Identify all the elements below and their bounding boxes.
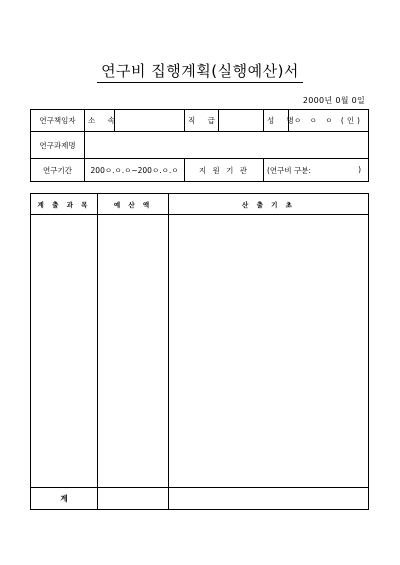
amount-cell[interactable] xyxy=(98,215,169,488)
category-field[interactable] xyxy=(264,159,369,182)
affiliation-label: 소 속 xyxy=(85,110,115,132)
header-amount: 예 산 액 xyxy=(98,194,169,215)
document-title-wrap xyxy=(0,60,400,83)
researcher-info-table xyxy=(30,109,369,182)
budget-total-row xyxy=(31,488,369,510)
researcher-row xyxy=(31,110,369,132)
basis-cell[interactable] xyxy=(169,215,369,488)
name-field[interactable]: ㅇ ㅇ ㅇ (인) xyxy=(289,110,369,132)
rank-label: 직 급 xyxy=(185,110,219,132)
budget-table xyxy=(30,193,369,510)
budget-header-row xyxy=(31,194,369,215)
name-label: 성 명 xyxy=(264,110,289,132)
project-row xyxy=(31,132,369,159)
agency-label: 지 원 기 관 xyxy=(185,159,264,182)
header-basis: 산 출 기 초 xyxy=(169,194,369,215)
category-label: (연구비 구분: xyxy=(267,165,312,175)
rank-field[interactable] xyxy=(219,110,264,132)
header-account: 계 출 과 목 xyxy=(31,194,98,215)
period-label: 연구기간 xyxy=(31,159,85,182)
document-date: 2000년 0월 0일 xyxy=(302,96,365,105)
affiliation-field[interactable] xyxy=(115,110,185,132)
budget-body-row xyxy=(31,215,369,488)
total-basis-cell[interactable] xyxy=(169,488,369,510)
account-cell[interactable] xyxy=(31,215,98,488)
document-title: 연구비 집행계획(실행예산)서 xyxy=(97,60,303,83)
researcher-label: 연구책임자 xyxy=(31,110,85,132)
category-close: ) xyxy=(358,164,361,174)
period-field[interactable]: 200ㅇ.ㅇ.ㅇ~200ㅇ.ㅇ.ㅇ xyxy=(85,159,185,182)
project-field[interactable] xyxy=(85,132,369,159)
project-label: 연구과제명 xyxy=(31,132,85,159)
total-label: 계 xyxy=(31,488,98,510)
period-row xyxy=(31,159,369,182)
total-amount-cell[interactable] xyxy=(98,488,169,510)
